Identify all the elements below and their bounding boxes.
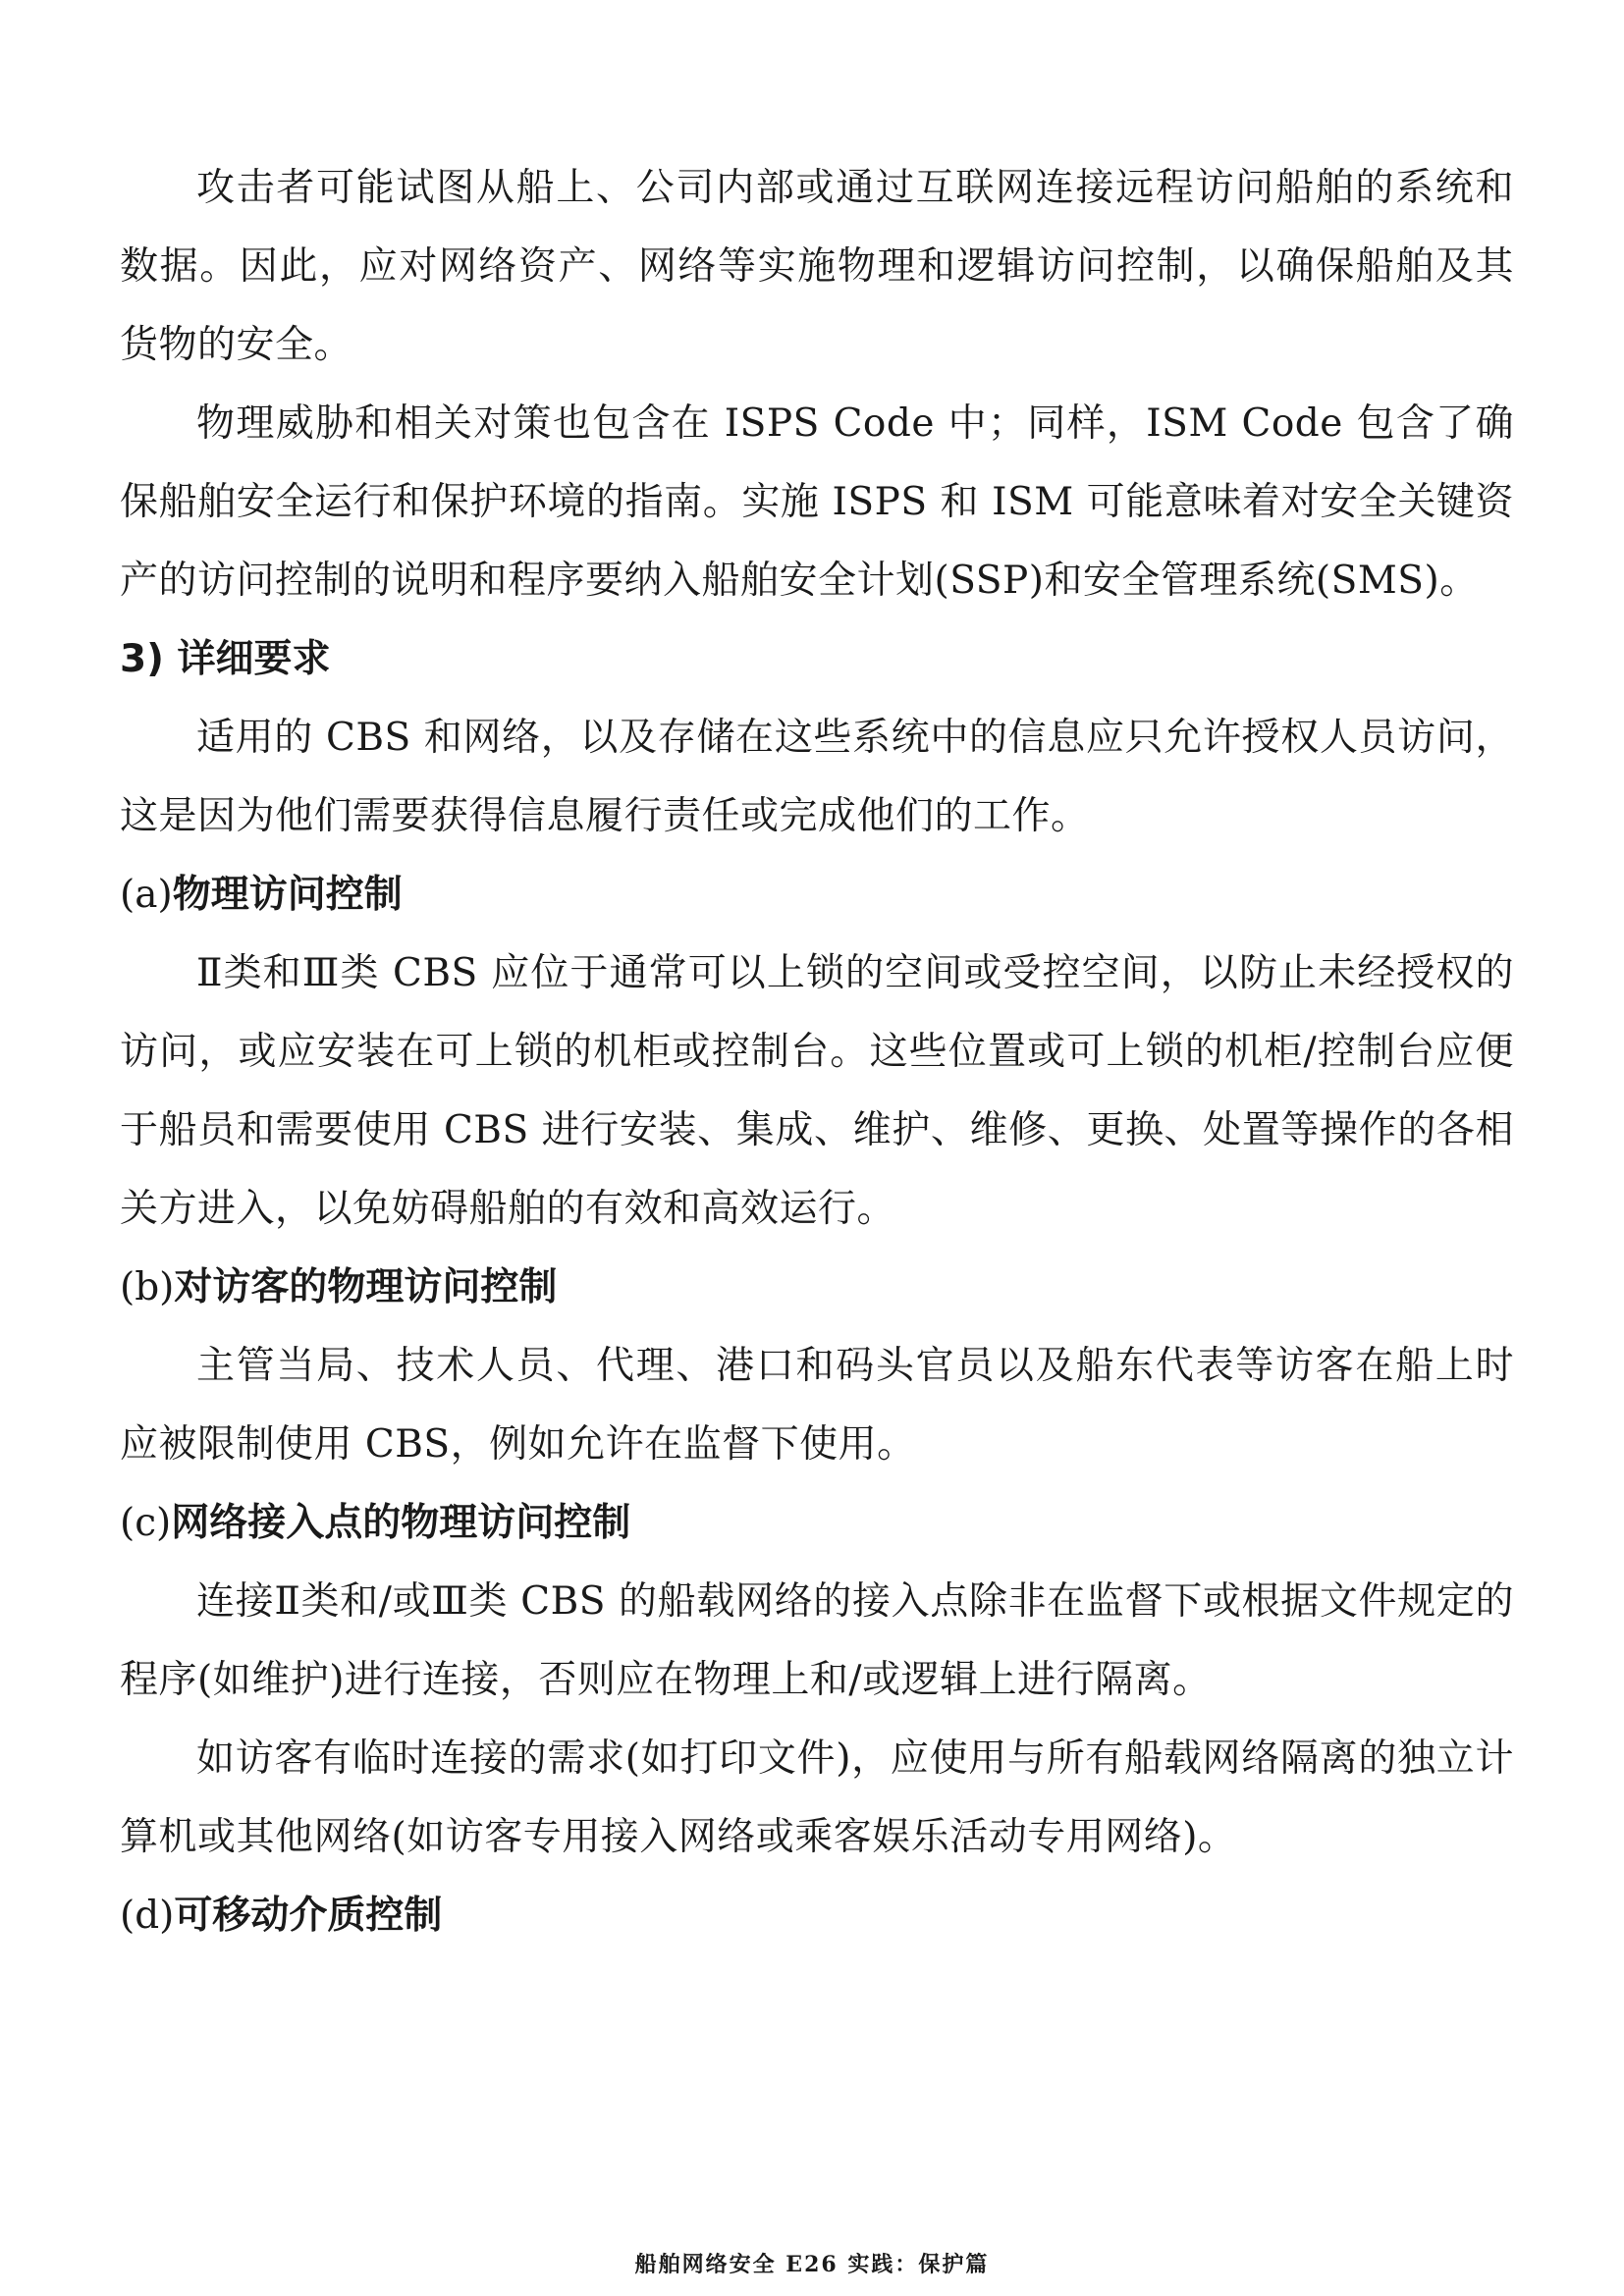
subsection-heading [120, 1249, 1514, 1327]
subsection-heading [120, 1484, 1514, 1563]
subsection-marker: (c) [120, 1501, 172, 1545]
subsection-marker: (d) [120, 1894, 175, 1938]
paragraph: 适用的 CBS 和网络，以及存储在这些系统中的信息应只允许授权人员访问，这是因为他们需要获得信息履行责任或完成他们的工作。 [120, 716, 1514, 838]
document-body [120, 149, 1514, 1955]
page-footer: 船舶网络安全 E26 实践：保护篇 [634, 2252, 990, 2277]
paragraph: Ⅱ类和Ⅲ类 CBS 应位于通常可以上锁的空间或受控空间，以防止未经授权的访问，或应安装在可上锁的机柜或控制台。这些位置或可上锁的机柜/控制台应便于船员和需要使用 CBS 进行安装、集成、维护、维修、更换、处置等操作的各相关方进入，以免妨碍船舶的有效和高效运行。 [120, 951, 1514, 1231]
subsection-marker: (a) [120, 873, 173, 917]
subsection-title: 网络接入点的物理访问控制 [171, 1501, 631, 1545]
subsection-title: 物理访问控制 [172, 873, 403, 917]
subsection-heading [120, 856, 1514, 934]
paragraph: 物理威胁和相关对策也包含在 ISPS Code 中；同样，ISM Code 包含了确保船舶安全运行和保护环境的指南。实施 ISPS 和 ISM 可能意味着对安全关键资产的访问控制的说明和程序要纳入船舶安全计划(SSP)和安全管理系统(SMS)。 [120, 401, 1514, 603]
paragraph: 连接Ⅱ类和/或Ⅲ类 CBS 的船载网络的接入点除非在监督下或根据文件规定的程序(如维护)进行连接，否则应在物理上和/或逻辑上进行隔离。 [120, 1579, 1514, 1702]
paragraph: 如访客有临时连接的需求(如打印文件)，应使用与所有船载网络隔离的独立计算机或其他网络(如访客专用接入网络或乘客娱乐活动专用网络)。 [120, 1736, 1514, 1859]
section-heading: 3) 详细要求 [120, 637, 331, 681]
subsection-title: 对访客的物理访问控制 [174, 1265, 558, 1309]
subsection-marker: (b) [120, 1265, 175, 1309]
paragraph: 攻击者可能试图从船上、公司内部或通过互联网连接远程访问船舶的系统和数据。因此，应对网络资产、网络等实施物理和逻辑访问控制，以确保船舶及其货物的安全。 [120, 166, 1514, 367]
paragraph: 主管当局、技术人员、代理、港口和码头官员以及船东代表等访客在船上时应被限制使用 CBS，例如允许在监督下使用。 [120, 1344, 1514, 1467]
subsection-title: 可移动介质控制 [174, 1894, 443, 1938]
subsection-heading [120, 1877, 1514, 1955]
